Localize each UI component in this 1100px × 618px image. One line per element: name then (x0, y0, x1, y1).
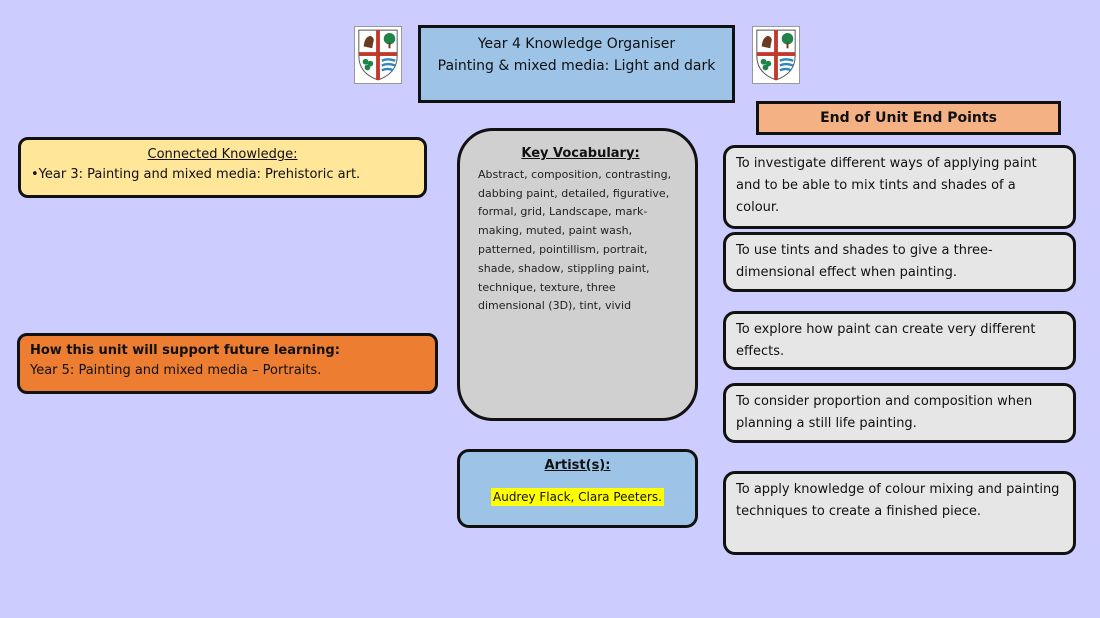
key-vocabulary-text: Abstract, composition, contrasting, dabbing paint, detailed, figurative, formal, grid, Landscape, mark-making, muted, paint wash, patterned, pointillism, portrait, shade, shadow, stippling paint, technique, texture, three dimensional (3D), tint, vivid (478, 167, 672, 313)
artists-heading: Artist(s): (544, 458, 611, 473)
artists-box (457, 449, 698, 528)
future-learning-text: Year 5: Painting and mixed media – Portraits. (30, 363, 322, 378)
title-line-1: Year 4 Knowledge Organiser (477, 36, 676, 52)
connected-knowledge-box (18, 137, 427, 198)
future-learning-heading: How this unit will support future learning: (30, 343, 340, 358)
connected-knowledge-heading: Connected Knowledge: (147, 147, 298, 162)
title-line-2: Painting & mixed media: Light and dark (437, 58, 716, 74)
school-crest-icon (354, 26, 402, 84)
key-vocabulary-box (457, 128, 698, 421)
key-vocabulary-heading: Key Vocabulary: (521, 146, 640, 161)
end-point-item: To consider proportion and composition when planning a still life painting. (723, 383, 1076, 443)
page-title (418, 25, 735, 103)
future-learning-box (17, 333, 438, 394)
end-point-item: To use tints and shades to give a three-dimensional effect when painting. (723, 232, 1076, 292)
school-crest-icon (752, 26, 800, 84)
end-point-item: To investigate different ways of applying paint and to be able to mix tints and shades of a colour. (723, 145, 1076, 229)
end-points-header: End of Unit End Points (756, 101, 1061, 135)
artists-names: Audrey Flack, Clara Peeters. (493, 490, 662, 504)
end-point-item: To explore how paint can create very different effects. (723, 311, 1076, 370)
connected-knowledge-text: •Year 3: Painting and mixed media: Prehistoric art. (31, 167, 361, 182)
end-point-item: To apply knowledge of colour mixing and painting techniques to create a finished piece. (723, 471, 1076, 555)
